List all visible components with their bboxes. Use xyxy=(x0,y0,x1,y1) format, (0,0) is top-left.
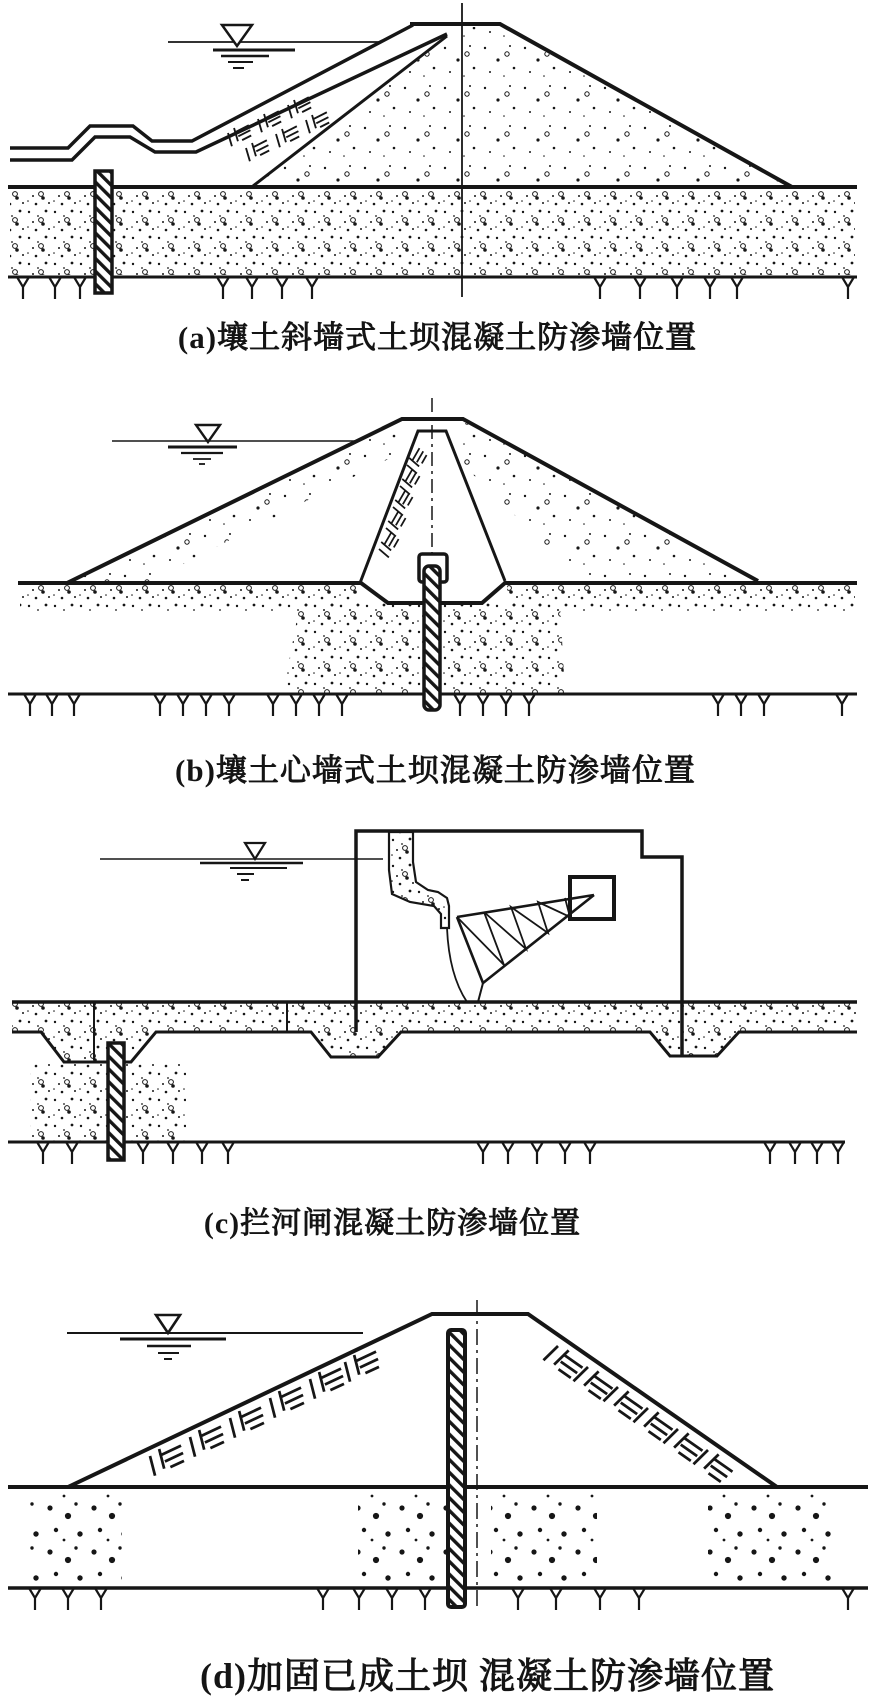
diagram-d-existing-dam-reinforcement xyxy=(0,1280,875,1625)
bedrock-hatch-d xyxy=(29,1588,854,1610)
bedrock-hatch-a xyxy=(17,277,854,299)
diagram-a-sloping-core-dam xyxy=(0,0,875,305)
foundation-a xyxy=(8,187,857,277)
concrete-cutoff-wall-d xyxy=(448,1330,465,1607)
concrete-cutoff-wall-b xyxy=(424,566,440,710)
water-level-icon-d xyxy=(67,1315,363,1359)
dam-body-a xyxy=(253,24,792,187)
water-level-icon-a xyxy=(168,25,382,68)
concrete-cutoff-wall-c xyxy=(108,1043,124,1160)
gate-truss-c xyxy=(457,877,614,1002)
diagram-c-sluice-gate xyxy=(0,810,875,1175)
caption-a: (a)壤土斜墙式土坝混凝土防渗墙位置 xyxy=(177,320,698,355)
water-level-icon-c xyxy=(100,843,383,880)
deep-foundation-c xyxy=(8,1064,845,1142)
diagram-b-central-core-dam xyxy=(0,368,875,718)
caption-d: (d)加固已成土坝 混凝土防渗墙位置 xyxy=(200,1656,775,1696)
gate-pier-c xyxy=(389,832,449,928)
foundation-d xyxy=(8,1487,868,1588)
concrete-cutoff-wall-a xyxy=(95,171,112,293)
caption-c: (c)拦河闸混凝土防渗墙位置 xyxy=(203,1207,582,1240)
caption-b: (b)壤土心墙式土坝混凝土防渗墙位置 xyxy=(175,753,696,788)
floor-slab-c xyxy=(12,1002,857,1062)
gate-leaf-arc-c xyxy=(447,928,467,1002)
bedrock-hatch-c xyxy=(37,1142,844,1164)
